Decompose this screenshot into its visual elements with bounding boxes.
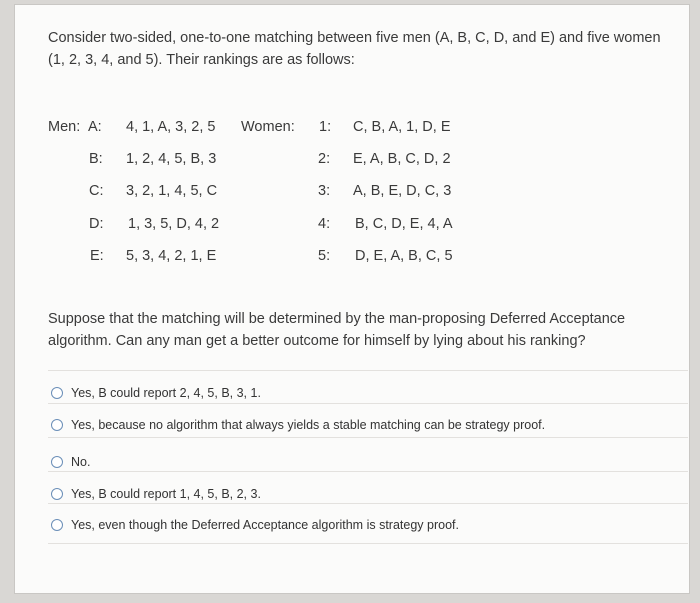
answer-option-3[interactable] (51, 447, 671, 477)
men-header: Men: (48, 119, 81, 135)
divider (48, 403, 688, 404)
man-ranking: 4, 1, A, 3, 2, 5 (126, 119, 216, 135)
man-ranking: 5, 3, 4, 2, 1, E (126, 248, 217, 264)
woman-ranking: A, B, E, D, C, 3 (353, 183, 452, 199)
option-label: Yes, even though the Deferred Acceptance algorithm is strategy proof. (71, 518, 459, 532)
man-label: B: (89, 151, 103, 167)
woman-label: 2: (318, 151, 331, 167)
question-text: Suppose that the matching will be determined by the man-proposing Deferred Acceptance algorithm. Can any man get a better outcome for himself by lying about his ranking? (48, 311, 626, 349)
divider (48, 543, 688, 544)
radio-button[interactable] (51, 387, 63, 399)
man-ranking: 1, 2, 4, 5, B, 3 (126, 151, 217, 167)
intro-text: Consider two-sided, one-to-one matching between five men (A, B, C, D, and E) and five women (1, 2, 3, 4, and 5). Their rankings are as follows: (48, 30, 661, 68)
option-label: Yes, because no algorithm that always yields a stable matching can be strategy proof. (71, 418, 546, 432)
answer-option-5[interactable] (51, 510, 671, 540)
divider (48, 503, 688, 504)
women-header: Women: (241, 119, 295, 135)
option-label: Yes, B could report 1, 4, 5, B, 2, 3. (71, 487, 261, 501)
radio-button[interactable] (51, 456, 63, 468)
option-label: No. (71, 455, 91, 469)
woman-label: 3: (318, 183, 331, 199)
answer-option-4[interactable] (51, 479, 671, 509)
woman-ranking: D, E, A, B, C, 5 (355, 248, 453, 264)
woman-label: 4: (318, 216, 331, 232)
radio-button[interactable] (51, 519, 63, 531)
divider (48, 370, 688, 371)
woman-ranking: C, B, A, 1, D, E (353, 119, 451, 135)
option-label: Yes, B could report 2, 4, 5, B, 3, 1. (71, 386, 261, 400)
divider (48, 437, 688, 438)
man-label: E: (90, 248, 104, 264)
answer-option-2[interactable] (51, 410, 671, 440)
woman-ranking: B, C, D, E, 4, A (355, 216, 453, 232)
radio-button[interactable] (51, 488, 63, 500)
divider (48, 471, 688, 472)
radio-button[interactable] (51, 419, 63, 431)
woman-label: 1: (319, 119, 332, 135)
man-ranking: 3, 2, 1, 4, 5, C (126, 183, 218, 199)
woman-ranking: E, A, B, C, D, 2 (353, 151, 451, 167)
woman-label: 5: (318, 248, 331, 264)
question-card (14, 4, 690, 594)
man-label: D: (89, 216, 104, 232)
man-ranking: 1, 3, 5, D, 4, 2 (128, 216, 220, 232)
man-label: C: (89, 183, 104, 199)
man-label: A: (88, 119, 102, 135)
